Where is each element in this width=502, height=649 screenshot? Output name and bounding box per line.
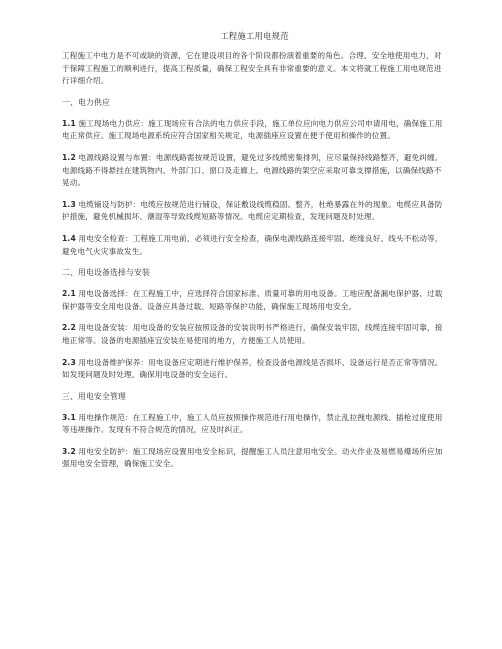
clause-number: 2.1 <box>62 289 76 299</box>
clause-1-4 <box>62 233 447 258</box>
section-heading-equipment: 二、用电设备选择与安装 <box>62 268 150 278</box>
clause-text: 用电设备维护保养：用电设备应定期进行维护保养，检查设备电源线是否损坏、设备运行是否正常等情况。如发现问题及时处理，确保用电设备的安全运行。 <box>62 357 443 380</box>
clause-text: 用电安全检查：工程施工用电前，必须进行安全检查，确保电源线路连接牢固、绝缘良好、线头不松动等，避免电气火灾事故发生。 <box>62 233 443 256</box>
section-heading-power-supply: 一、电力供应 <box>62 97 110 107</box>
clause-number: 1.2 <box>62 152 76 162</box>
clause-number: 2.2 <box>62 323 76 333</box>
clause-text: 用电操作规范：在工程施工中，施工人员应按照操作规范进行用电操作，禁止乱拉拽电源线、插枪过度使用等违规操作。发现有不符合规范的情况，应及时纠正。 <box>62 412 443 435</box>
clause-2-1 <box>62 288 447 313</box>
clause-2-3 <box>62 357 447 382</box>
clause-2-2 <box>62 322 447 347</box>
section-heading-safety: 三、用电安全管理 <box>62 391 126 401</box>
clause-number: 1.4 <box>62 233 76 243</box>
clause-1-2 <box>62 152 447 190</box>
clause-text: 用电设备选择：在工程施工中，应选择符合国家标准、质量可靠的用电设备。工地应配备漏电保护器、过载保护器等安全用电设备。设备应具备过载、短路等保护功能，确保施工现场用电安全。 <box>62 289 443 311</box>
clause-1-3 <box>62 199 447 224</box>
clause-number: 2.3 <box>62 357 76 367</box>
clause-number: 1.3 <box>62 199 76 209</box>
clause-number: 1.1 <box>62 118 76 128</box>
document-title: 工程施工用电规范 <box>220 31 289 41</box>
clause-text: 电缆铺设与防护：电缆应按规范进行铺设，保证敷设线缆稳固、整齐，杜绝暴露在外的现象。电缆应具备防护措施，避免机械损坏、潮湿等导致线缆短路等情况。电缆应定期检查，发现问题及时处理。 <box>62 199 443 222</box>
clause-text: 电源线路设置与布置：电源线路需按规范设置，避免过多线缆密集排列，应尽量保持线路整齐，避免纠缠。电源线路不得悬挂在建筑物内、外部门口、窗口及走廊上。电源线路的架空应采取可靠支撑措施，以确保线路不晃动。 <box>62 152 443 188</box>
clause-3-2 <box>62 446 447 471</box>
clause-3-1 <box>62 412 447 437</box>
clause-text: 用电设备安装：用电设备的安装应按照设备的安装说明书严格进行，确保安装牢固，线缆连接牢固可靠，接地正常等。设备的电源插座宜安装在易使用的地方，方便施工人员使用。 <box>62 323 443 345</box>
intro-paragraph: 工程施工中电力是不可或缺的资源，它在建设项目的各个阶段都扮演着重要的角色。合理、安全地使用电力，对于保障工程施工的顺利进行，提高工程质量，确保工程安全具有非常重要的意义。本文将就工程施工用电规范进行详细介绍。 <box>62 51 442 86</box>
clause-number: 3.2 <box>62 446 76 456</box>
clause-text: 施工现场电力供应：施工现场应有合法的电力供应手段，施工单位应向电力供应公司申请用电，确保施工用电正常供应。施工现场电源系统应符合国家相关规定，电源插座应设置在便于使用和操作的位置。 <box>62 118 443 141</box>
clause-number: 3.1 <box>62 412 76 422</box>
clause-text: 用电安全防护：施工现场应设置用电安全标识，提醒施工人员注意用电安全。动火作业及易燃易爆场所应加强用电安全管理，确保施工安全。 <box>62 446 443 469</box>
clause-1-1 <box>62 118 447 143</box>
